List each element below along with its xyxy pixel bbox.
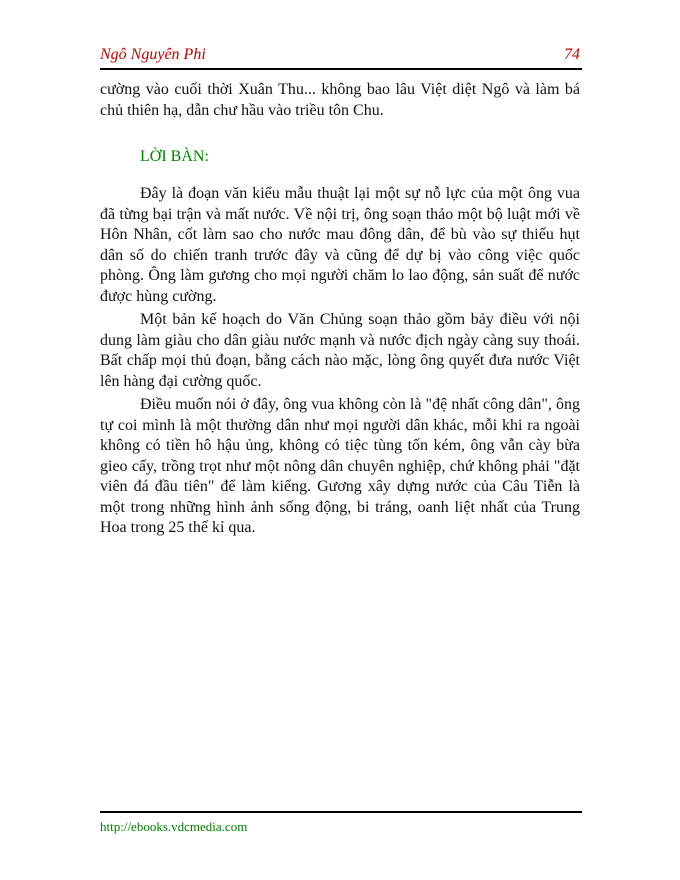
footer-link[interactable]: http://ebooks.vdcmedia.com [100, 819, 248, 834]
page-number: 74 [564, 46, 580, 63]
body-paragraph-1: Đây là đoạn văn kiểu mẫu thuật lại một sự nỗ lực của một ông vua đã từng bại trận và mất nước. Về nội trị, ông soạn thảo một bộ luật mới về Hôn Nhân, cốt làm sao cho nước mau đông dân, để bù vào sự thiếu hụt dân số do chiến tranh trước đây và cũng để dự bị vào công việc quốc phòng. Ông làm gương cho mọi người chăm lo lao động, sản suất để nước được hùng cường. [100, 185, 580, 305]
body-paragraph-2: Một bản kế hoạch do Văn Chủng soạn thảo gồm bảy điều với nội dung làm giàu cho dân giàu nước mạnh và nước địch ngày càng suy thoái. Bất chấp mọi thủ đoạn, bằng cách nào mặc, lòng ông quyết đưa nước Việt lên hàng đại cường quốc. [100, 311, 580, 390]
page-header [100, 44, 582, 70]
opening-paragraph: cường vào cuối thời Xuân Thu... không bao lâu Việt diệt Ngô và làm bá chủ thiên hạ, dẫn chư hầu vào triều tôn Chu. [100, 81, 580, 119]
page-content [100, 80, 580, 539]
section-title: LỜI BÀN: [140, 148, 209, 165]
footer-divider [100, 811, 582, 813]
header-author: Ngô Nguyên Phi [100, 46, 206, 63]
body-paragraph-3: Điều muốn nói ở đây, ông vua không còn là "đệ nhất công dân", ông tự coi mình là một thường dân như mọi người dân khác, mỗi khi ra ngoài không có tiền hô hậu ủng, không có tiệc tùng tốn kém, ông vẫn cày bừa gieo cấy, trồng trọt như một nông dân chuyên nghiệp, chứ không phải "đặt viên đá đầu tiên" để làm kiểng. Gương xây dựng nước của Câu Tiễn là một trong những hình ảnh sống động, bi tráng, oanh liệt nhất của Trung Hoa trong 25 thế kỉ qua. [100, 396, 580, 536]
